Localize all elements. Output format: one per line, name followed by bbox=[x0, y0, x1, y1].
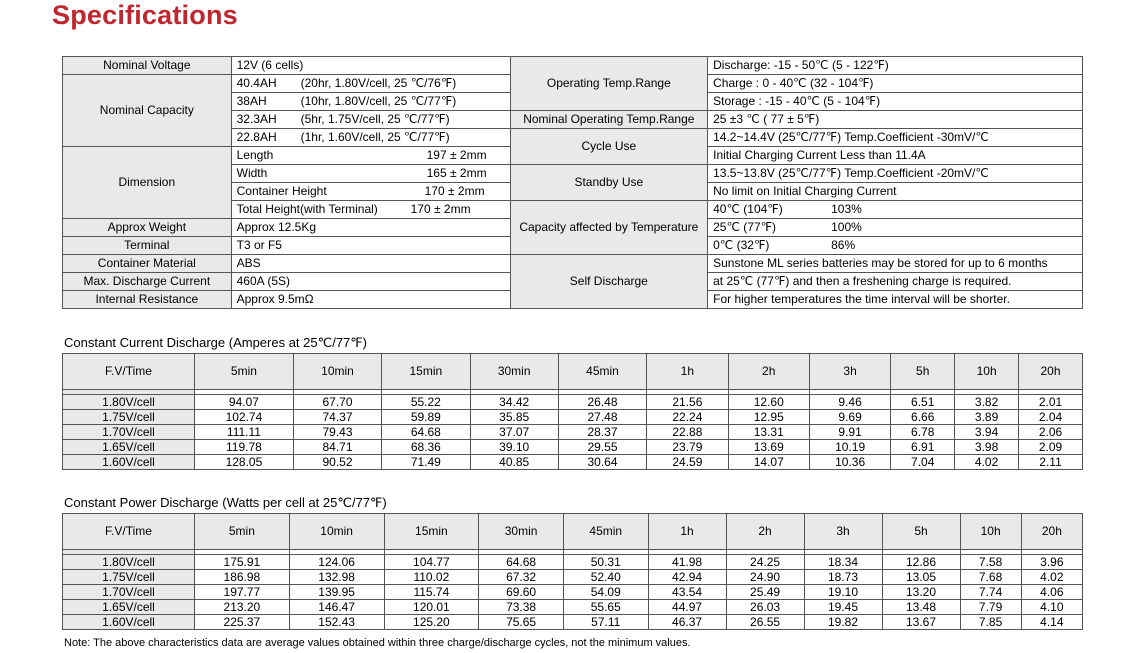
table-row bbox=[63, 555, 1083, 570]
spec-row bbox=[63, 57, 1083, 75]
value-cell: 73.38 bbox=[479, 600, 564, 615]
value-cell: 54.09 bbox=[563, 585, 648, 600]
table-row bbox=[63, 600, 1083, 615]
table-row bbox=[63, 440, 1083, 455]
spec-value-main: at 25℃ (77℉) and then a freshening charge is required. bbox=[713, 274, 1012, 288]
value-cell: 13.20 bbox=[882, 585, 960, 600]
spec-label: Max. Discharge Current bbox=[63, 273, 232, 291]
value-cell: 6.51 bbox=[891, 395, 955, 410]
cpd-title: Constant Power Discharge (Watts per cell at 25℃/77℉) bbox=[64, 495, 387, 510]
value-cell: 4.02 bbox=[955, 455, 1019, 470]
value-cell: 42.94 bbox=[648, 570, 726, 585]
spec-value bbox=[231, 291, 510, 309]
spec-value-detail: (10hr, 1.80V/cell, 25 ℃/77℉) bbox=[300, 94, 457, 108]
column-header: 15min bbox=[382, 354, 470, 390]
table-row bbox=[63, 395, 1083, 410]
column-header: 15min bbox=[384, 514, 479, 550]
value-cell: 139.95 bbox=[289, 585, 384, 600]
spec-label: Operating Temp.Range bbox=[510, 57, 708, 111]
spec-label: Self Discharge bbox=[510, 255, 708, 309]
column-header: 3h bbox=[809, 354, 890, 390]
value-cell: 3.89 bbox=[955, 410, 1019, 425]
spec-label: Nominal Voltage bbox=[63, 57, 232, 75]
spec-value-main: No limit on Initial Charging Current bbox=[713, 184, 897, 198]
value-cell: 7.04 bbox=[891, 455, 955, 470]
value-cell: 67.32 bbox=[479, 570, 564, 585]
value-cell: 175.91 bbox=[195, 555, 290, 570]
table-row bbox=[63, 585, 1083, 600]
column-header: 45min bbox=[563, 514, 648, 550]
value-cell: 26.48 bbox=[558, 395, 646, 410]
spec-value-detail: 86% bbox=[831, 238, 856, 252]
value-cell: 132.98 bbox=[289, 570, 384, 585]
value-cell: 2.01 bbox=[1019, 395, 1083, 410]
value-cell: 12.95 bbox=[728, 410, 809, 425]
value-cell: 119.78 bbox=[195, 440, 294, 455]
value-cell: 7.85 bbox=[960, 615, 1021, 630]
spec-value-main: Length bbox=[236, 148, 274, 162]
value-cell: 12.86 bbox=[882, 555, 960, 570]
spec-value-main: 38AH bbox=[236, 94, 267, 108]
fv-cell: 1.80V/cell bbox=[63, 395, 195, 410]
value-cell: 2.04 bbox=[1019, 410, 1083, 425]
value-cell: 39.10 bbox=[470, 440, 558, 455]
value-cell: 7.68 bbox=[960, 570, 1021, 585]
column-header: F.V/Time bbox=[63, 514, 195, 550]
value-cell: 186.98 bbox=[195, 570, 290, 585]
spec-value bbox=[708, 219, 1083, 237]
header-row bbox=[63, 514, 1083, 550]
footnote: Note: The above characteristics data are average values obtained within three charge/discharge cycles, not the minimum values. bbox=[64, 637, 691, 649]
spec-value-main: 460A (5S) bbox=[236, 274, 290, 288]
value-cell: 18.34 bbox=[804, 555, 882, 570]
value-cell: 90.52 bbox=[293, 455, 381, 470]
column-header: 30min bbox=[470, 354, 558, 390]
value-cell: 74.37 bbox=[293, 410, 381, 425]
spec-value bbox=[231, 201, 510, 219]
cpd-table bbox=[62, 513, 1083, 630]
value-cell: 55.65 bbox=[563, 600, 648, 615]
value-cell: 21.56 bbox=[647, 395, 728, 410]
spec-value bbox=[231, 93, 510, 111]
value-cell: 28.37 bbox=[558, 425, 646, 440]
spec-table bbox=[62, 56, 1083, 309]
value-cell: 146.47 bbox=[289, 600, 384, 615]
value-cell: 213.20 bbox=[195, 600, 290, 615]
value-cell: 13.05 bbox=[882, 570, 960, 585]
spec-value-main: Storage : -15 - 40℃ (5 - 104℉) bbox=[713, 94, 881, 108]
spec-value-main: For higher temperatures the time interval will be shorter. bbox=[713, 292, 1010, 306]
spec-value bbox=[708, 129, 1083, 147]
value-cell: 26.03 bbox=[726, 600, 804, 615]
spec-value-main: 32.3AH bbox=[236, 112, 277, 126]
page-title: Specifications bbox=[52, 0, 238, 30]
spec-label: Terminal bbox=[63, 237, 232, 255]
column-header: 1h bbox=[647, 354, 728, 390]
spec-value bbox=[231, 183, 510, 201]
spec-value-main: ABS bbox=[236, 256, 261, 270]
value-cell: 2.11 bbox=[1019, 455, 1083, 470]
spec-label: Capacity affected by Temperature bbox=[510, 201, 708, 255]
value-cell: 68.36 bbox=[382, 440, 470, 455]
column-header: 5min bbox=[195, 514, 290, 550]
spec-value bbox=[231, 111, 510, 129]
column-header: 5min bbox=[195, 354, 294, 390]
value-cell: 29.55 bbox=[558, 440, 646, 455]
spec-value bbox=[231, 75, 510, 93]
value-cell: 110.02 bbox=[384, 570, 479, 585]
column-header: 10min bbox=[293, 354, 381, 390]
spec-value-main: 40℃ (104℉) bbox=[713, 202, 783, 216]
value-cell: 18.73 bbox=[804, 570, 882, 585]
spec-value-main: Initial Charging Current Less than 11.4A bbox=[713, 148, 926, 162]
value-cell: 3.94 bbox=[955, 425, 1019, 440]
value-cell: 67.70 bbox=[293, 395, 381, 410]
table-row bbox=[63, 455, 1083, 470]
value-cell: 64.68 bbox=[479, 555, 564, 570]
value-cell: 6.66 bbox=[891, 410, 955, 425]
column-header: 10min bbox=[289, 514, 384, 550]
value-cell: 19.10 bbox=[804, 585, 882, 600]
fv-cell: 1.75V/cell bbox=[63, 570, 195, 585]
value-cell: 152.43 bbox=[289, 615, 384, 630]
spec-value bbox=[708, 237, 1083, 255]
value-cell: 3.98 bbox=[955, 440, 1019, 455]
spec-value-detail: 100% bbox=[831, 220, 862, 234]
spec-value bbox=[231, 255, 510, 273]
value-cell: 111.11 bbox=[195, 425, 294, 440]
value-cell: 13.69 bbox=[728, 440, 809, 455]
column-header: 2h bbox=[726, 514, 804, 550]
value-cell: 13.48 bbox=[882, 600, 960, 615]
spec-value-main: 14.2~14.4V (25℃/77℉) Temp.Coefficient -30mV/℃ bbox=[713, 130, 989, 144]
column-header: 20h bbox=[1019, 354, 1083, 390]
fv-cell: 1.70V/cell bbox=[63, 585, 195, 600]
value-cell: 128.05 bbox=[195, 455, 294, 470]
spec-value bbox=[231, 273, 510, 291]
spec-label: Dimension bbox=[63, 147, 232, 219]
value-cell: 27.48 bbox=[558, 410, 646, 425]
value-cell: 22.88 bbox=[647, 425, 728, 440]
spec-value bbox=[708, 75, 1083, 93]
value-cell: 24.25 bbox=[726, 555, 804, 570]
spec-value-main: Discharge: -15 - 50℃ (5 - 122℉) bbox=[713, 58, 889, 72]
value-cell: 9.69 bbox=[809, 410, 890, 425]
value-cell: 41.98 bbox=[648, 555, 726, 570]
value-cell: 102.74 bbox=[195, 410, 294, 425]
spec-value bbox=[708, 255, 1083, 273]
table-row bbox=[63, 615, 1083, 630]
spec-value bbox=[231, 147, 510, 165]
value-cell: 19.82 bbox=[804, 615, 882, 630]
spec-value bbox=[231, 165, 510, 183]
value-cell: 26.55 bbox=[726, 615, 804, 630]
value-cell: 14.07 bbox=[728, 455, 809, 470]
ccd-title: Constant Current Discharge (Amperes at 25℃/77℉) bbox=[64, 335, 367, 350]
spec-value-detail: 170 ± 2mm bbox=[410, 202, 471, 216]
value-cell: 84.71 bbox=[293, 440, 381, 455]
spec-label: Standby Use bbox=[510, 165, 708, 201]
value-cell: 3.96 bbox=[1021, 555, 1082, 570]
spec-value-main: 25 ±3 ℃ ( 77 ± 5℉) bbox=[713, 112, 820, 126]
fv-cell: 1.80V/cell bbox=[63, 555, 195, 570]
value-cell: 35.85 bbox=[470, 410, 558, 425]
header-row bbox=[63, 354, 1083, 390]
spec-value-main: 12V (6 cells) bbox=[236, 58, 304, 72]
value-cell: 3.82 bbox=[955, 395, 1019, 410]
value-cell: 37.07 bbox=[470, 425, 558, 440]
value-cell: 2.09 bbox=[1019, 440, 1083, 455]
value-cell: 4.06 bbox=[1021, 585, 1082, 600]
value-cell: 7.79 bbox=[960, 600, 1021, 615]
value-cell: 44.97 bbox=[648, 600, 726, 615]
value-cell: 6.91 bbox=[891, 440, 955, 455]
spec-value-main: 40.4AH bbox=[236, 76, 277, 90]
value-cell: 59.89 bbox=[382, 410, 470, 425]
column-header: 5h bbox=[882, 514, 960, 550]
spec-value-main: Charge : 0 - 40℃ (32 - 104℉) bbox=[713, 76, 874, 90]
spec-value-main: Sunstone ML series batteries may be stored for up to 6 months bbox=[713, 256, 1048, 270]
spec-value-detail: 103% bbox=[831, 202, 862, 216]
spec-label: Container Material bbox=[63, 255, 232, 273]
spec-label: Nominal Capacity bbox=[63, 75, 232, 147]
spec-value-detail: (20hr, 1.80V/cell, 25 ℃/76℉) bbox=[300, 76, 457, 90]
spec-value-detail: 197 ± 2mm bbox=[426, 148, 487, 162]
value-cell: 7.58 bbox=[960, 555, 1021, 570]
column-header: 3h bbox=[804, 514, 882, 550]
spec-label: Cycle Use bbox=[510, 129, 708, 165]
table-row bbox=[63, 570, 1083, 585]
spec-value-detail: (1hr, 1.60V/cell, 25 ℃/77℉) bbox=[300, 130, 450, 144]
value-cell: 71.49 bbox=[382, 455, 470, 470]
spec-value-main: 13.5~13.8V (25℃/77℉) Temp.Coefficient -20mV/℃ bbox=[713, 166, 989, 180]
value-cell: 19.45 bbox=[804, 600, 882, 615]
column-header: 45min bbox=[558, 354, 646, 390]
value-cell: 52.40 bbox=[563, 570, 648, 585]
value-cell: 13.67 bbox=[882, 615, 960, 630]
fv-cell: 1.60V/cell bbox=[63, 455, 195, 470]
value-cell: 64.68 bbox=[382, 425, 470, 440]
spec-value bbox=[708, 111, 1083, 129]
spec-value-main: Approx 12.5Kg bbox=[236, 220, 317, 234]
column-header: 2h bbox=[728, 354, 809, 390]
fv-cell: 1.70V/cell bbox=[63, 425, 195, 440]
value-cell: 30.64 bbox=[558, 455, 646, 470]
value-cell: 46.37 bbox=[648, 615, 726, 630]
value-cell: 94.07 bbox=[195, 395, 294, 410]
spec-value bbox=[708, 93, 1083, 111]
value-cell: 75.65 bbox=[479, 615, 564, 630]
value-cell: 10.19 bbox=[809, 440, 890, 455]
column-header: 10h bbox=[960, 514, 1021, 550]
spec-value bbox=[708, 147, 1083, 165]
spec-value-main: 22.8AH bbox=[236, 130, 277, 144]
value-cell: 9.91 bbox=[809, 425, 890, 440]
value-cell: 50.31 bbox=[563, 555, 648, 570]
value-cell: 2.06 bbox=[1019, 425, 1083, 440]
column-header: 1h bbox=[648, 514, 726, 550]
value-cell: 34.42 bbox=[470, 395, 558, 410]
value-cell: 24.90 bbox=[726, 570, 804, 585]
spec-value-detail: 165 ± 2mm bbox=[426, 166, 487, 180]
value-cell: 24.59 bbox=[647, 455, 728, 470]
column-header: 10h bbox=[955, 354, 1019, 390]
value-cell: 120.01 bbox=[384, 600, 479, 615]
value-cell: 57.11 bbox=[563, 615, 648, 630]
value-cell: 22.24 bbox=[647, 410, 728, 425]
value-cell: 10.36 bbox=[809, 455, 890, 470]
spec-value-main: Total Height(with Terminal) bbox=[236, 202, 378, 216]
fv-cell: 1.60V/cell bbox=[63, 615, 195, 630]
spec-label: Approx Weight bbox=[63, 219, 232, 237]
fv-cell: 1.65V/cell bbox=[63, 600, 195, 615]
table-row bbox=[63, 410, 1083, 425]
spec-value bbox=[708, 183, 1083, 201]
fv-cell: 1.65V/cell bbox=[63, 440, 195, 455]
value-cell: 9.46 bbox=[809, 395, 890, 410]
column-header: F.V/Time bbox=[63, 354, 195, 390]
value-cell: 6.78 bbox=[891, 425, 955, 440]
value-cell: 115.74 bbox=[384, 585, 479, 600]
value-cell: 55.22 bbox=[382, 395, 470, 410]
spec-value-main: Width bbox=[236, 166, 268, 180]
column-header: 30min bbox=[479, 514, 564, 550]
spec-value bbox=[708, 291, 1083, 309]
fv-cell: 1.75V/cell bbox=[63, 410, 195, 425]
value-cell: 225.37 bbox=[195, 615, 290, 630]
value-cell: 4.02 bbox=[1021, 570, 1082, 585]
spec-value-main: 0℃ (32℉) bbox=[713, 238, 770, 252]
spec-value bbox=[708, 57, 1083, 75]
spec-value-detail: 170 ± 2mm bbox=[424, 184, 485, 198]
value-cell: 25.49 bbox=[726, 585, 804, 600]
spec-value bbox=[708, 165, 1083, 183]
spec-value-main: Approx 9.5mΩ bbox=[236, 292, 314, 306]
value-cell: 124.06 bbox=[289, 555, 384, 570]
value-cell: 69.60 bbox=[479, 585, 564, 600]
spec-label: Nominal Operating Temp.Range bbox=[510, 111, 708, 129]
spec-value-main: T3 or F5 bbox=[236, 238, 282, 252]
value-cell: 13.31 bbox=[728, 425, 809, 440]
value-cell: 40.85 bbox=[470, 455, 558, 470]
value-cell: 79.43 bbox=[293, 425, 381, 440]
spec-value-main: Container Height bbox=[236, 184, 327, 198]
spec-value bbox=[708, 273, 1083, 291]
spec-value-main: 25℃ (77℉) bbox=[713, 220, 777, 234]
spec-value bbox=[708, 201, 1083, 219]
spec-label: Internal Resistance bbox=[63, 291, 232, 309]
value-cell: 23.79 bbox=[647, 440, 728, 455]
spec-value bbox=[231, 237, 510, 255]
spec-value bbox=[231, 219, 510, 237]
value-cell: 7.74 bbox=[960, 585, 1021, 600]
column-header: 5h bbox=[891, 354, 955, 390]
value-cell: 12.60 bbox=[728, 395, 809, 410]
spec-row bbox=[63, 255, 1083, 273]
spec-value-detail: (5hr, 1.75V/cell, 25 ℃/77℉) bbox=[300, 112, 450, 126]
spec-value bbox=[231, 57, 510, 75]
value-cell: 197.77 bbox=[195, 585, 290, 600]
column-header: 20h bbox=[1021, 514, 1082, 550]
table-row bbox=[63, 425, 1083, 440]
value-cell: 125.20 bbox=[384, 615, 479, 630]
value-cell: 4.10 bbox=[1021, 600, 1082, 615]
value-cell: 43.54 bbox=[648, 585, 726, 600]
value-cell: 4.14 bbox=[1021, 615, 1082, 630]
value-cell: 104.77 bbox=[384, 555, 479, 570]
spec-value bbox=[231, 129, 510, 147]
ccd-table bbox=[62, 353, 1083, 470]
